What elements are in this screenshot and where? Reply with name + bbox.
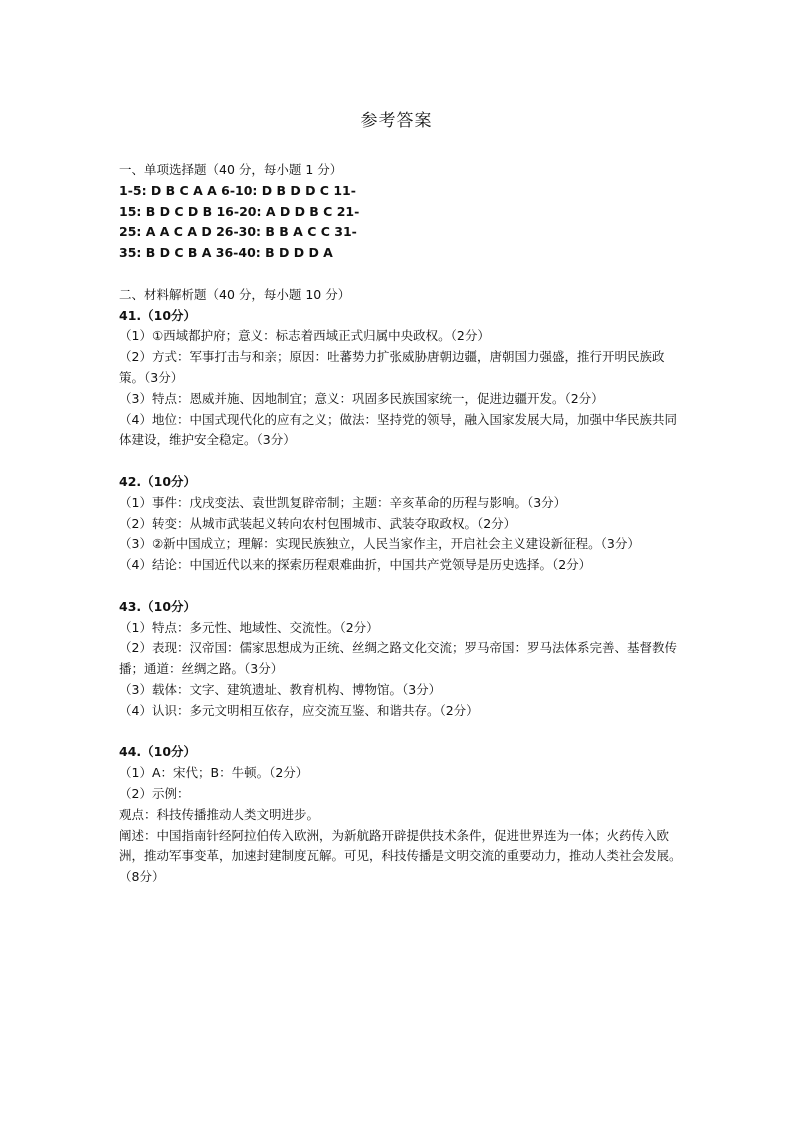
question-43-item-2: （2）表现：汉帝国：儒家思想成为正统、丝绸之路文化交流；罗马帝国：罗马法体系完善、基督教传播；通道：丝绸之路。（3分）	[119, 640, 677, 677]
question-43-item-3: （3）载体：文字、建筑遗址、教育机构、博物馆。（3分）	[119, 681, 442, 697]
question-42-item-1: （1）事件：戊戌变法、袁世凯复辟帝制；主题：辛亥革命的历程与影响。（3分）	[119, 494, 567, 510]
spacer	[119, 451, 689, 472]
question-43-item-1: （1）特点：多元性、地域性、交流性。（2分）	[119, 619, 379, 635]
question-42-item-4: （4）结论：中国近代以来的探索历程艰难曲折，中国共产党领导是历史选择。（2分）	[119, 557, 592, 573]
question-41-item-2: （2）方式：军事打击与和亲；原因：吐蕃势力扩张威胁唐朝边疆，唐朝国力强盛，推行开明民族政策。（3分）	[119, 349, 665, 385]
question-44-item-1: （1）A：宋代；B：牛顿。（2分）	[119, 765, 309, 781]
question-44-elaboration: 阐述：中国指南针经阿拉伯传入欧洲，为新航路开辟提供技术条件，促进世界连为一体；火药传入欧洲，推动军事变革，加速封建制度瓦解。可见，科技传播是文明交流的重要动力，推动人类社会发展。（8分）	[119, 827, 682, 885]
question-43-item-4: （4）认识：多元文明相互依存，应交流互鉴、和谐共存。（2分）	[119, 702, 479, 718]
section1-heading: 一、单项选择题（40 分，每小题 1 分）	[119, 162, 343, 177]
question-41-item-3: （3）特点：恩威并施、因地制宜；意义：巩固多民族国家统一，促进边疆开发。（2分）	[119, 390, 604, 406]
question-44-label: 44.（10分）	[119, 744, 197, 760]
question-42-item-3: （3）②新中国成立；理解：实现民族独立，人民当家作主，开启社会主义建设新征程。（3分）	[119, 536, 640, 552]
question-42-item-2: （2）转变：从城市武装起义转向农村包围城市、武装夺取政权。（2分）	[119, 515, 517, 531]
question-41-item-1: （1）①西域都护府；意义：标志着西域正式归属中央政权。（2分）	[119, 328, 490, 344]
spacer	[119, 722, 689, 743]
question-41-label: 41.（10分）	[119, 307, 197, 323]
question-41-item-4: （4）地位：中国式现代化的应有之义；做法：坚持党的领导，融入国家发展大局，加强中华民族共同体建设，维护安全稳定。（3分）	[119, 411, 677, 448]
page-title: 参考答案	[360, 111, 433, 131]
spacer	[119, 576, 689, 597]
section2-heading: 二、材料解析题（40 分，每小题 10 分）	[119, 286, 351, 302]
answer-content	[119, 160, 689, 888]
question-44-item-2: （2）示例：	[119, 785, 190, 801]
question-42-label: 42.（10分）	[119, 473, 197, 489]
question-43-label: 43.（10分）	[119, 598, 197, 614]
spacer	[119, 264, 689, 285]
mcq-answers: 1-5: D B C A A 6-10: D B D D C 11-15: B D C D B 16-20: A D D B C 21-25: A A C A D 26-30: B B A C C 31-35: B D C B A 36-40: B D D D A	[119, 182, 360, 261]
question-44-viewpoint: 观点：科技传播推动人类文明进步。	[119, 806, 320, 822]
